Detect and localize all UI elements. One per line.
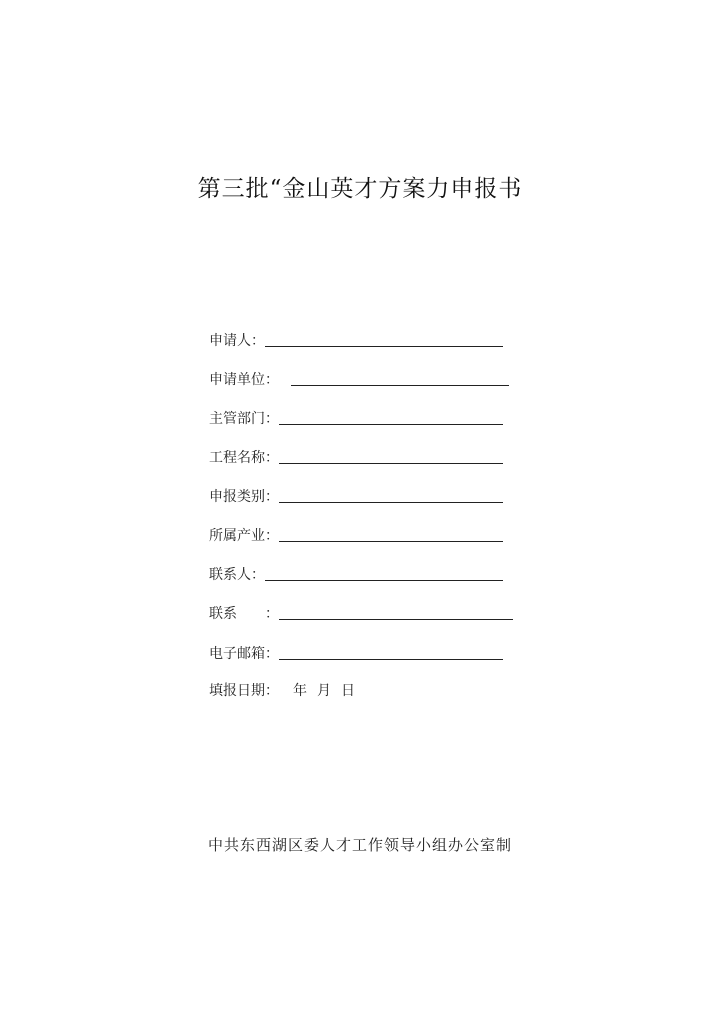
applicant-unit-field xyxy=(209,367,509,389)
contact-blank-line xyxy=(279,618,513,620)
document-title: 第三批“金山英才方案力申报书 xyxy=(197,176,523,202)
project-name-label: 工程名称： xyxy=(209,450,279,466)
fill-date-month: 月 xyxy=(317,683,331,699)
project-name-blank-line xyxy=(279,462,503,464)
category-field xyxy=(209,484,503,506)
contact-person-blank-line xyxy=(265,579,503,581)
category-label: 申报类别： xyxy=(209,489,279,505)
fill-date-label: 填报日期： xyxy=(209,683,279,699)
fill-date-year: 年 xyxy=(293,683,307,699)
industry-field xyxy=(209,523,503,545)
department-field xyxy=(209,406,503,428)
applicant-blank-line xyxy=(265,345,503,347)
applicant-unit-blank-line xyxy=(291,384,509,386)
applicant-label: 申请人： xyxy=(209,333,265,349)
department-blank-line xyxy=(279,423,503,425)
project-name-field xyxy=(209,445,503,467)
contact-person-label: 联系人： xyxy=(209,567,265,583)
contact-person-field xyxy=(209,562,503,584)
email-label: 电子邮箱： xyxy=(209,646,279,662)
category-blank-line xyxy=(279,501,503,503)
issuer-footer: 中共东西湖区委人才工作领导小组办公室制 xyxy=(207,836,512,854)
fill-date-row xyxy=(209,680,355,700)
fill-date-day: 日 xyxy=(341,683,355,699)
contact-label: 联系 ： xyxy=(209,606,279,622)
industry-label: 所属产业： xyxy=(209,528,279,544)
department-label: 主管部门： xyxy=(209,411,279,427)
industry-blank-line xyxy=(279,540,503,542)
email-blank-line xyxy=(279,658,503,660)
contact-field xyxy=(209,601,513,623)
email-field xyxy=(209,641,503,663)
applicant-unit-label: 申请单位： xyxy=(209,372,279,388)
applicant-field xyxy=(209,328,503,350)
